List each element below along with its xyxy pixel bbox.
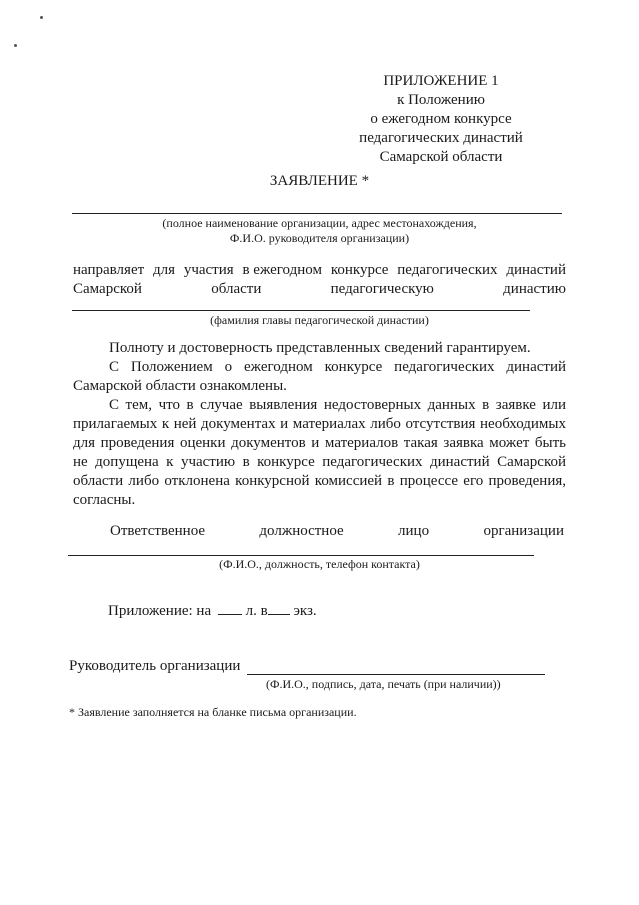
organization-fill-line[interactable] (72, 213, 562, 214)
document-title: ЗАЯВЛЕНИЕ * (269, 173, 370, 189)
word: должностное (259, 523, 344, 539)
attachment-label: л. в (245, 603, 268, 619)
word: династию (503, 281, 566, 297)
word: педагогическую (330, 281, 434, 297)
appendix-ref: о ежегодном конкурсе (370, 111, 512, 127)
appendix-ref: к Положению (397, 92, 485, 108)
footnote: * Заявление заполняется на бланке письма организации. (69, 705, 357, 719)
word: организации (483, 523, 564, 539)
declaration-text (73, 339, 566, 510)
dynasty-caption: (фамилия главы педагогической династии) (210, 313, 429, 327)
scan-speck (40, 16, 43, 19)
organization-caption (0, 216, 639, 246)
scan-speck (14, 44, 17, 47)
head-signature-line[interactable] (247, 674, 545, 675)
word: направляет (73, 262, 145, 278)
word: династий (506, 262, 566, 278)
word: для (152, 262, 175, 278)
guarantee-paragraph: Полноту и достоверность представленных сведений гарантируем. (109, 340, 531, 356)
word: участия (183, 262, 234, 278)
appendix-number: ПРИЛОЖЕНИЕ 1 (383, 73, 499, 89)
pages-count-blank[interactable] (218, 599, 242, 615)
acknowledgement-paragraph: С Положением о ежегодном конкурсе педагогических династий Самарской области ознакомлены. (73, 359, 566, 394)
appendix-ref: педагогических династий (359, 130, 523, 146)
attachment-line (108, 599, 317, 621)
word: педагогических (397, 262, 498, 278)
word: в ежегодном (242, 262, 322, 278)
caption-line: (полное наименование организации, адрес местонахождения, (162, 216, 477, 230)
caption-line: Ф.И.О. руководителя организации) (229, 231, 410, 245)
attachment-label: Приложение: на (108, 603, 212, 619)
appendix-ref: Самарской области (379, 149, 503, 165)
copies-count-blank[interactable] (268, 599, 290, 615)
dynasty-fill-line[interactable] (72, 310, 530, 311)
head-caption: (Ф.И.О., подпись, дата, печать (при наличии)) (266, 677, 501, 691)
intro-text (73, 261, 566, 299)
attachment-label: экз. (293, 603, 317, 619)
word: конкурсе (330, 262, 389, 278)
responsible-caption: (Ф.И.О., должность, телефон контакта) (219, 557, 420, 571)
appendix-header (321, 72, 561, 167)
intro-line (73, 280, 566, 299)
word: Ответственное (110, 523, 206, 539)
word: лицо (398, 523, 430, 539)
head-of-organization-label: Руководитель организации (69, 658, 241, 674)
responsible-official-line (110, 522, 564, 541)
word: области (211, 281, 262, 297)
intro-line (73, 261, 566, 280)
consent-paragraph: С тем, что в случае выявления недостоверных данных в заявке или прилагаемых к ней документах и материалах либо отсутствия необходимых для проведения оценки документов и материалов такая заявка может быть не допущена к участию в конкурсе педагогических династий Самарской области либо отклонена конкурсной комиссией в процессе его проведения, согласны. (73, 397, 566, 508)
word: Самарской (73, 281, 142, 297)
responsible-fill-line[interactable] (68, 555, 534, 556)
